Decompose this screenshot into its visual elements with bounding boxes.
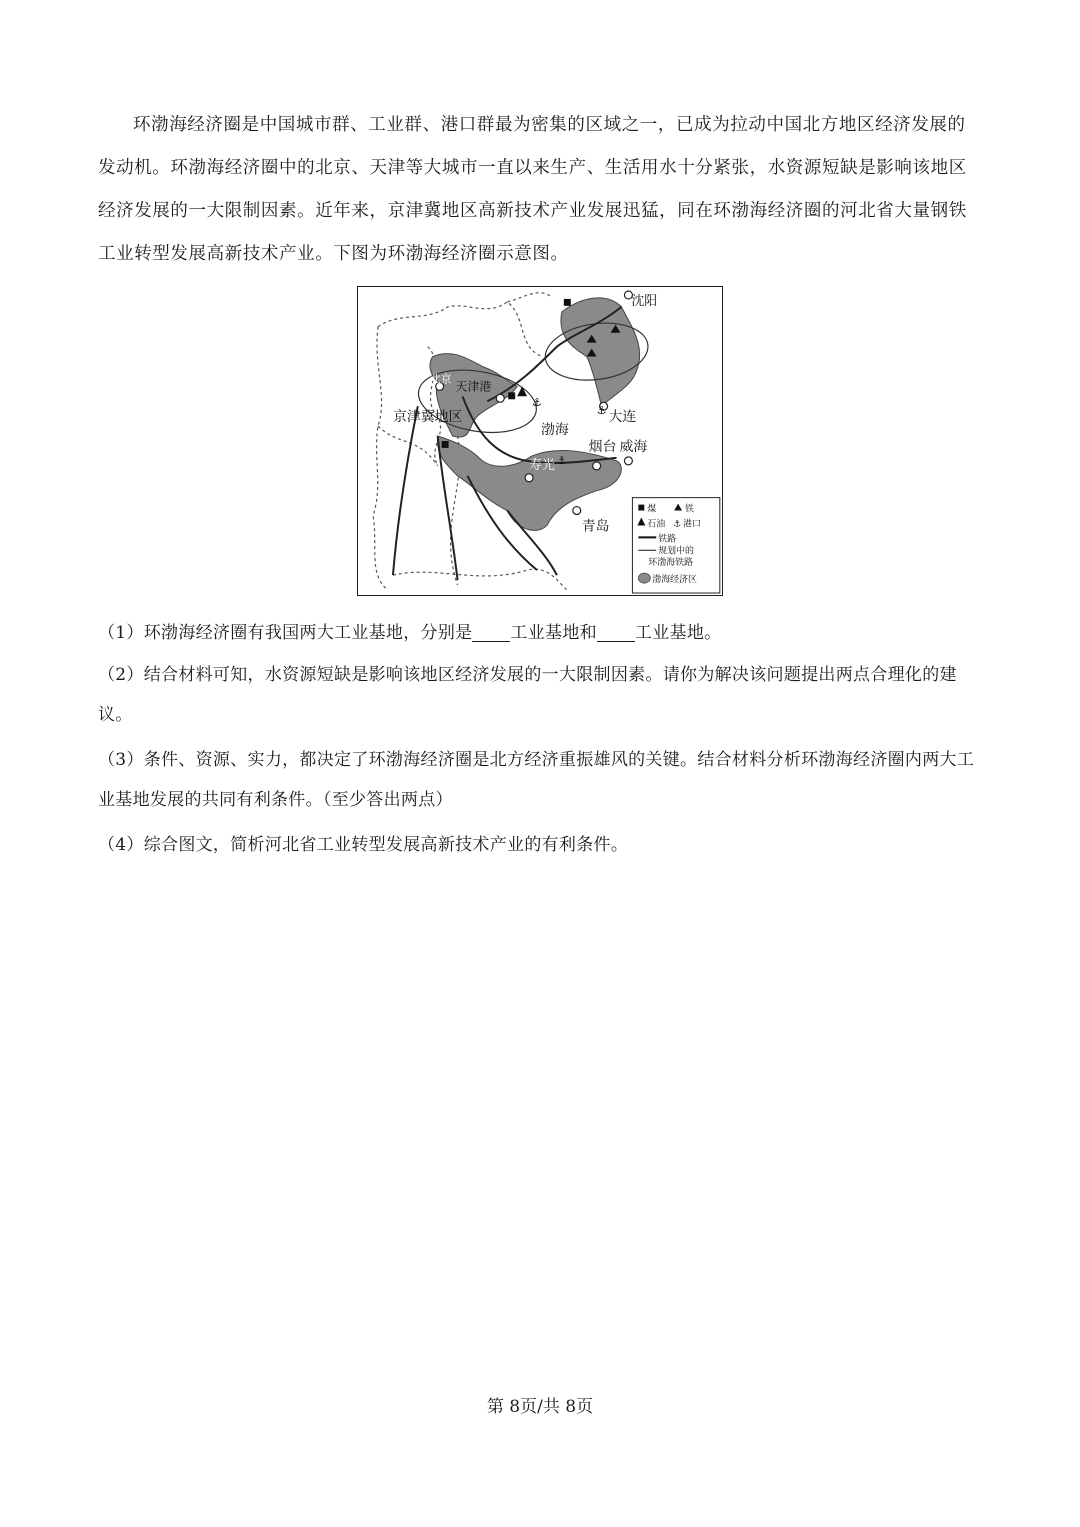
q1-text-c: 工业基地。 — [634, 623, 722, 643]
label-shouguang: 寿光 — [529, 457, 555, 473]
label-bohai: 渤海 — [540, 422, 569, 439]
q1-text-b: 工业基地和 — [510, 623, 597, 643]
bohai-economic-circle-map — [357, 286, 723, 596]
label-beijing: 北京 — [429, 372, 452, 386]
label-dalian: 大连 — [608, 409, 637, 426]
legend-planned2: 环渤海铁路 — [648, 558, 693, 569]
map-svg — [358, 287, 722, 595]
svg-text:⚓: ⚓ — [596, 404, 607, 418]
legend-zone: 渤海经济区 — [652, 575, 697, 586]
svg-text:⚓: ⚓ — [556, 453, 567, 467]
label-weihai: 威海 — [619, 438, 648, 455]
label-yantai: 烟台 — [588, 438, 617, 455]
label-jingjinji: 京津冀地区 — [392, 409, 463, 426]
legend-railway: 铁路 — [658, 534, 677, 545]
legend-coal: 煤 — [647, 504, 657, 515]
svg-text:⚓: ⚓ — [532, 396, 542, 410]
page-footer: 第 8页/共 8页 — [486, 1397, 594, 1417]
q1-text-a: （1）环渤海经济圈有我国两大工业基地，分别是 — [98, 623, 473, 643]
question-4: （4）综合图文，简析河北省工业转型发展高新技术产业的有利条件。 — [98, 835, 629, 855]
question-1 — [98, 613, 982, 653]
intro-paragraph: 环渤海经济圈是中国城市群、工业群、港口群最为密集的区域之一，已成为拉动中国北方地区经济发展的发动机。环渤海经济圈中的北京、天津等大城市一直以来生产、生活用水十分紧张，水资源短缺是影响该地区经济发展的一大限制因素。近年来，京津冀地区高新技术产业发展迅猛，同在环渤海经济圈的河北省大量钢铁工业转型发展高新技术产业。下图为环渤海经济圈示意图。 — [98, 115, 967, 264]
legend-port-icon: ⚓ — [673, 519, 682, 530]
answer-blank-1[interactable] — [472, 622, 510, 642]
question-3: （3）条件、资源、实力，都决定了环渤海经济圈是北方经济重振雄风的关键。结合材料分析环渤海经济圈内两大工业基地发展的共同有利条件。（至少答出两点） — [98, 750, 975, 810]
legend-iron: 铁 — [685, 504, 695, 515]
legend-oil: 石油 — [647, 519, 666, 530]
label-tianjin: 天津港 — [455, 379, 492, 394]
map-legend — [632, 498, 719, 593]
legend-planned: 规划中的 — [658, 546, 694, 557]
label-shenyang: 沈阳 — [631, 293, 658, 309]
label-qingdao: 青岛 — [581, 518, 610, 535]
question-2: （2）结合材料可知，水资源短缺是影响该地区经济发展的一大限制因素。请你为解决该问题提出两点合理化的建议。 — [98, 665, 957, 725]
province-boundaries — [373, 293, 567, 590]
answer-blank-2[interactable] — [597, 622, 635, 642]
legend-port: 港口 — [683, 519, 701, 530]
